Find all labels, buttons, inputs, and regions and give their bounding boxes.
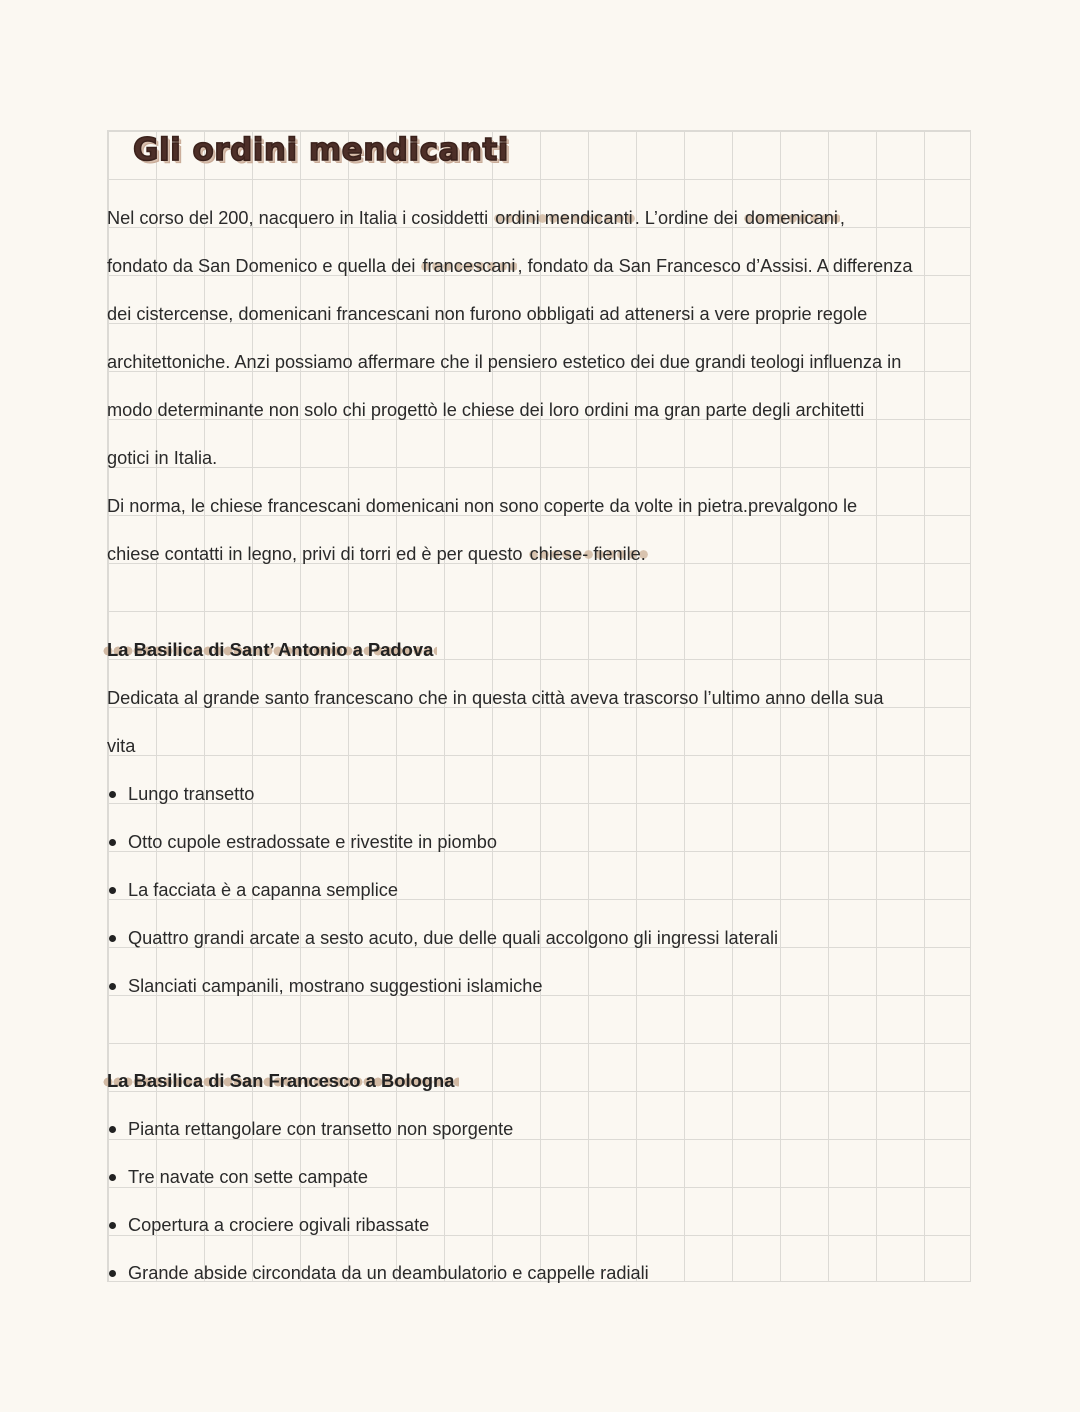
list-item: Quattro grandi arcate a sesto acuto, due delle quali accolgono gli ingressi laterali <box>107 923 778 953</box>
bullet-icon <box>109 935 116 942</box>
bullet-icon <box>109 983 116 990</box>
highlight-francescani: francescani <box>422 256 516 276</box>
intro-line-7: Di norma, le chiese francescani domenicani non sono coperte da volte in pietra.prevalgono le <box>107 496 858 516</box>
bullet-icon <box>109 1174 116 1181</box>
list-item: Copertura a crociere ogivali ribassate <box>107 1210 429 1240</box>
intro-line-3: dei cistercense, domenicani francescani non furono obbligati ad attenersi a vere proprie regole <box>107 304 868 324</box>
section-heading-bologna <box>107 1066 459 1096</box>
heading-text: La Basilica di San Francesco a Bologna <box>103 1070 459 1091</box>
bullet-icon <box>109 1222 116 1229</box>
bullet-icon <box>109 839 116 846</box>
section-heading-padova <box>107 635 437 665</box>
bullet-icon <box>109 1126 116 1133</box>
bullet-icon <box>109 1270 116 1277</box>
text: , <box>839 208 845 228</box>
bullet-icon <box>109 887 116 894</box>
highlight-domenicani: domenicani <box>744 208 838 228</box>
highlight-chiese-fienile: chiese- fienile. <box>529 544 646 564</box>
intro-line-5: modo determinante non solo chi progettò le chiese dei loro ordini ma gran parte degli architetti <box>107 400 865 420</box>
text: fondato da San Domenico e quella dei <box>107 256 421 276</box>
intro-line-6: gotici in Italia. <box>107 448 218 468</box>
text: chiese contatti in legno, privi di torri ed è per questo <box>107 544 528 564</box>
padova-desc-2: vita <box>107 736 136 756</box>
intro-line-8 <box>107 539 648 569</box>
list-item: Otto cupole estradossate e rivestite in piombo <box>107 827 497 857</box>
page-title: Gli ordini mendicanti <box>133 132 509 168</box>
list-item: Grande abside circondata da un deambulatorio e cappelle radiali <box>107 1258 649 1288</box>
list-item: Lungo transetto <box>107 779 254 809</box>
padova-desc-1: Dedicata al grande santo francescano che in questa città aveva trascorso l’ultimo anno della sua <box>107 688 884 708</box>
list-item: Slanciati campanili, mostrano suggestioni islamiche <box>107 971 542 1001</box>
list-item: Tre navate con sette campate <box>107 1162 368 1192</box>
highlight-ordini-mendicanti: ordini mendicanti <box>495 208 633 228</box>
text: Nel corso del 200, nacquero in Italia i cosiddetti <box>107 208 494 228</box>
intro-line-4: architettoniche. Anzi possiamo affermare che il pensiero estetico dei due grandi teologi influenza in <box>107 352 902 372</box>
list-item: La facciata è a capanna semplice <box>107 875 398 905</box>
heading-text: La Basilica di Sant’ Antonio a Padova <box>103 639 437 660</box>
text: . L’ordine dei <box>634 208 743 228</box>
intro-line-1 <box>107 203 845 233</box>
list-item: Pianta rettangolare con transetto non sporgente <box>107 1114 513 1144</box>
text: , fondato da San Francesco d’Assisi. A differenza <box>517 256 913 276</box>
bullet-icon <box>109 791 116 798</box>
intro-line-2 <box>107 251 912 281</box>
